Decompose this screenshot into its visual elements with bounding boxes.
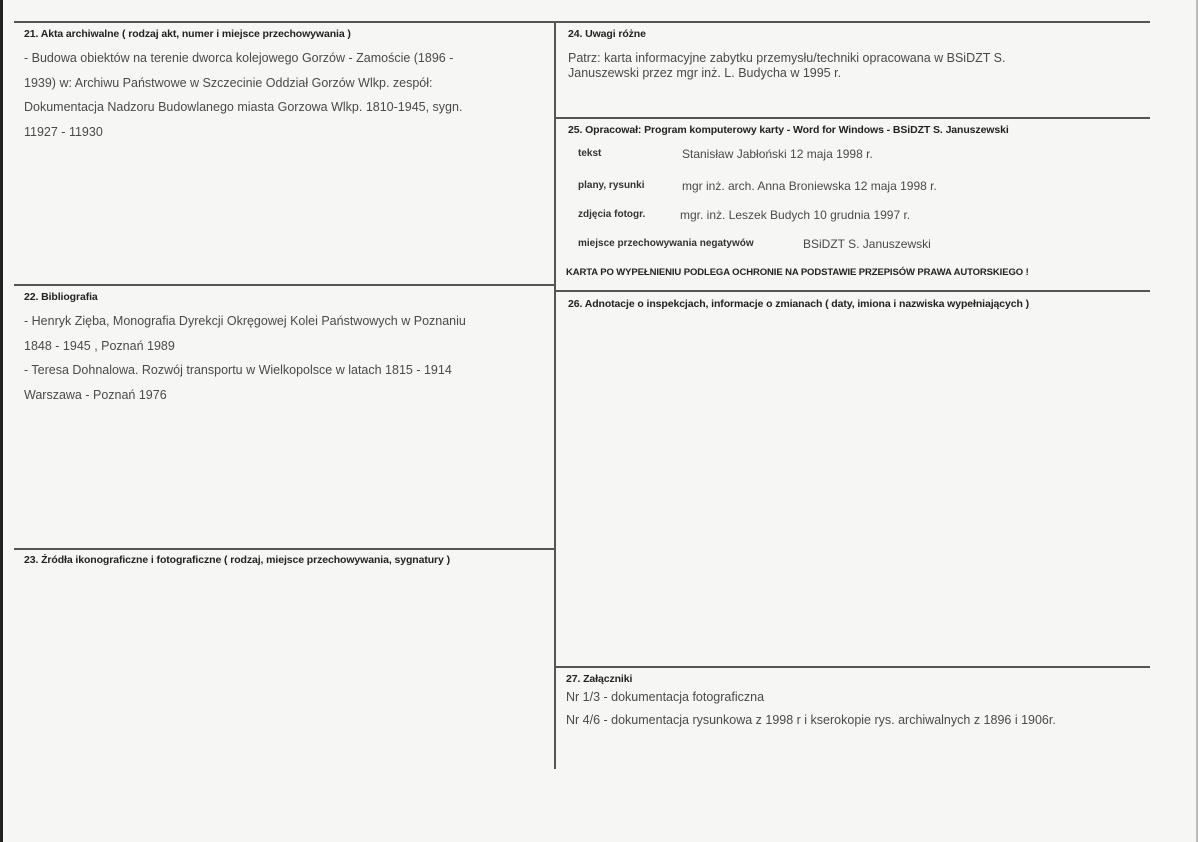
section-24-line: Januszewski przez mgr inż. L. Budycha w 1995 r. [568, 66, 842, 80]
section-22-line: - Teresa Dohnalowa. Rozwój transportu w Wielkopolsce w latach 1815 - 1914 [24, 363, 452, 377]
section-22-line: - Henryk Zięba, Monografia Dyrekcji Okręgowej Kolei Państwowych w Poznaniu [24, 314, 466, 328]
value-drawings: mgr inż. arch. Anna Broniewska 12 maja 1998 r. [682, 179, 937, 193]
label-drawings: plany, rysunki [578, 180, 645, 191]
section-24-line: Patrz: karta informacyjne zabytku przemysłu/techniki opracowana w BSiDZT S. [568, 51, 1006, 65]
section-22-line: 1848 - 1945 , Poznań 1989 [24, 338, 175, 353]
column-divider [554, 21, 556, 769]
divider-24-25 [556, 117, 1150, 119]
section-21-line: 11927 - 11930 [24, 124, 103, 139]
label-negatives: miejsce przechowywania negatywów [578, 238, 754, 249]
section-22-title: 22. Bibliografia [24, 291, 98, 303]
section-22-body [24, 309, 466, 407]
section-21-line: - Budowa obiektów na terenie dworca kolejowego Gorzów - Zamoście (1896 - [24, 51, 454, 65]
section-26-title: 26. Adnotacje o inspekcjach, informacje o zmianach ( daty, imiona i nazwiska wypełniających ) [568, 298, 1030, 310]
divider-22-23 [14, 548, 555, 550]
section-27-title: 27. Załączniki [566, 673, 633, 685]
value-negatives: BSiDZT S. Januszewski [803, 237, 931, 251]
value-photos: mgr. inż. Leszek Budych 10 grudnia 1997 r. [680, 208, 911, 222]
attachment-1: Nr 1/3 - dokumentacja fotograficzna [566, 690, 765, 704]
copyright-notice: KARTA PO WYPEŁNIENIU PODLEGA OCHRONIE NA PODSTAWIE PRZEPISÓW PRAWA AUTORSKIEGO ! [566, 267, 1029, 278]
divider-21-22 [14, 284, 555, 286]
section-23-title: 23. Źródła ikonograficzne i fotograficzne ( rodzaj, miejsce przechowywania, sygnatury ) [24, 554, 450, 566]
divider-26-27 [556, 666, 1150, 668]
attachment-2: Nr 4/6 - dokumentacja rysunkowa z 1998 r i kserokopie rys. archiwalnych z 1896 i 1906r. [566, 713, 1056, 727]
section-22-line: Warszawa - Poznań 1976 [24, 387, 167, 402]
section-21-line: Dokumentacja Nadzoru Budowlanego miasta Gorzowa Wlkp. 1810-1945, sygn. [24, 100, 463, 114]
section-21-title: 21. Akta archiwalne ( rodzaj akt, numer i miejsce przechowywania ) [24, 28, 351, 40]
section-24-title: 24. Uwagi różne [568, 28, 646, 40]
section-25-title: 25. Opracował: Program komputerowy karty - Word for Windows - BSiDZT S. Januszewski [568, 124, 1009, 136]
section-21-line: 1939) w: Archiwu Państwowe w Szczecinie Oddział Gorzów Wlkp. zespół: [24, 75, 433, 90]
top-rule-left [14, 21, 554, 23]
divider-25-26 [556, 290, 1150, 292]
scan-edge-left [0, 0, 3, 842]
section-21-body [24, 46, 462, 144]
top-rule-right [556, 21, 1150, 23]
label-text: tekst [578, 148, 602, 159]
section-24-body [568, 51, 1005, 81]
label-photos: zdjęcia fotogr. [578, 209, 646, 220]
value-text: Stanisław Jabłoński 12 maja 1998 r. [682, 147, 873, 161]
